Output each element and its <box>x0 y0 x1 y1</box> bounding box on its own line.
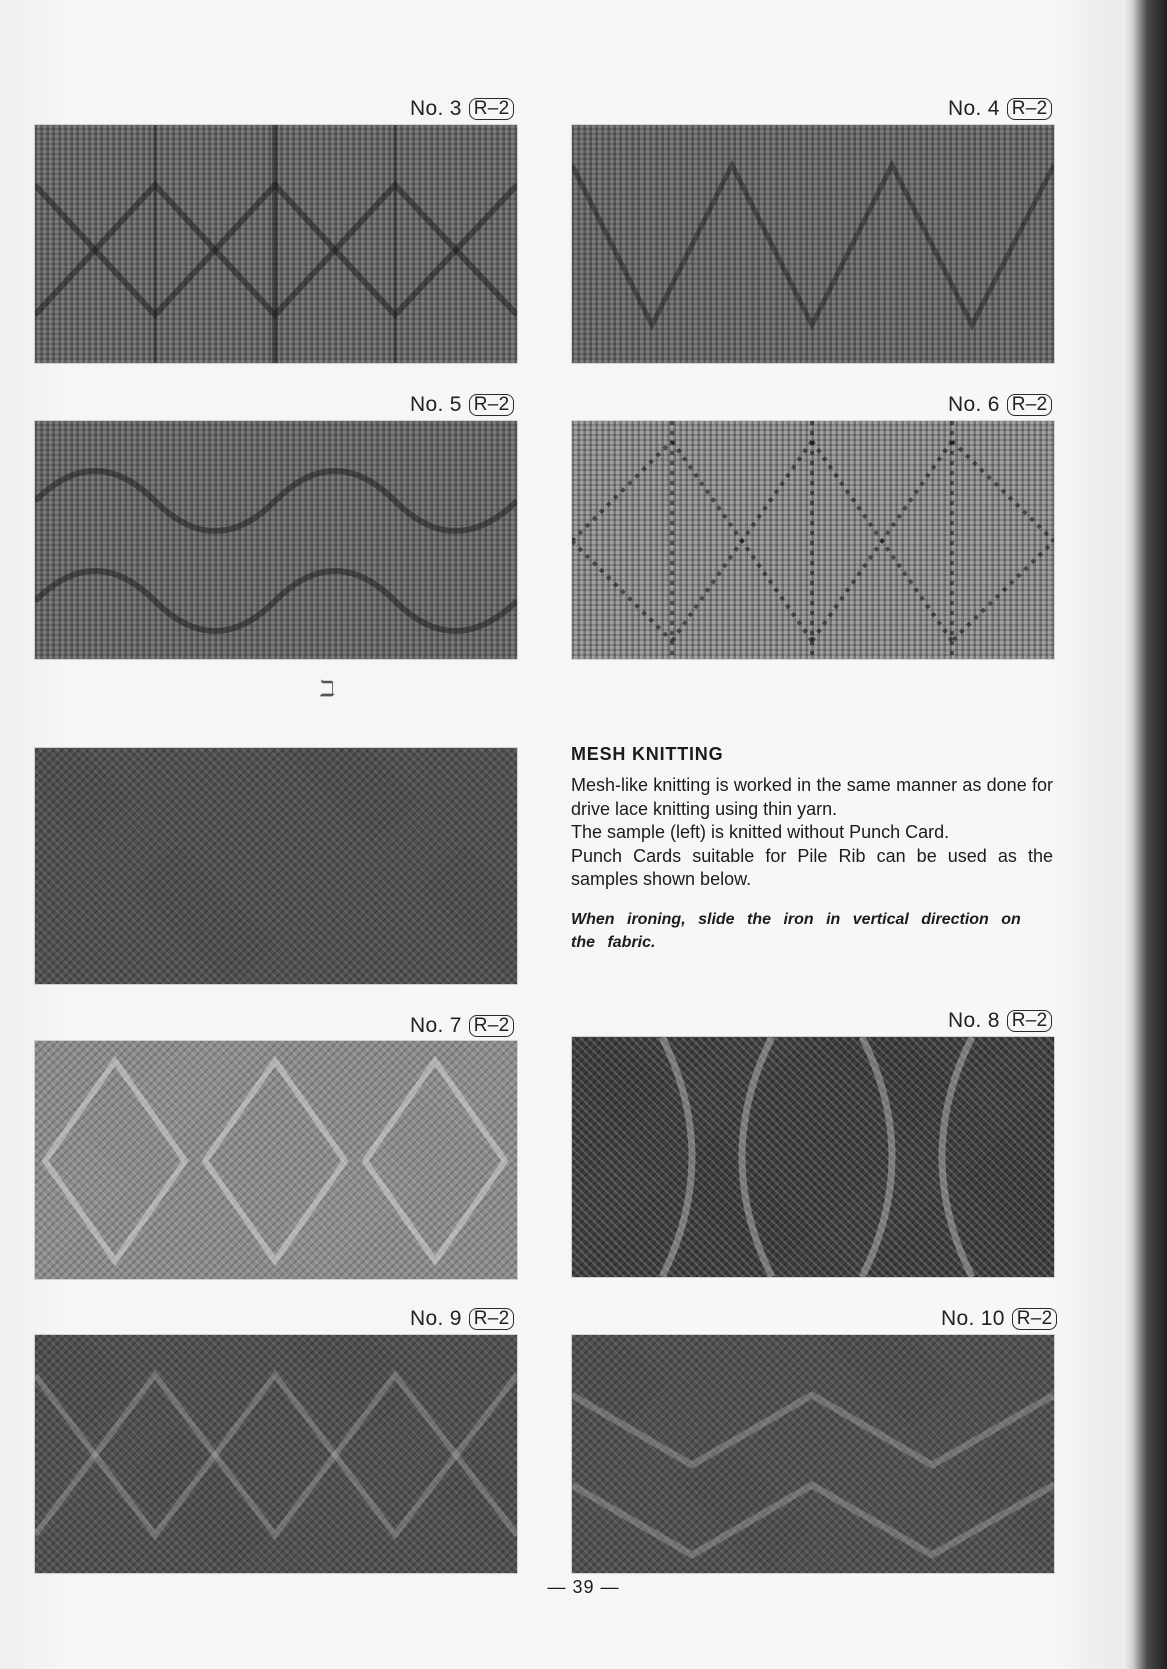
section-body <box>571 774 1053 892</box>
sample-number: No. 7 <box>410 1014 462 1037</box>
sample-number: No. 3 <box>410 97 462 120</box>
sample-number: No. 4 <box>948 97 1000 120</box>
mesh-knit-sample <box>35 748 517 984</box>
section-title: MESH KNITTING <box>571 744 724 764</box>
pattern-code-badge: R–2 <box>1007 394 1053 416</box>
knit-swatch-no9 <box>35 1335 517 1573</box>
paragraph-3: Punch Cards suitable for Pile Rib can be used as the samples shown below. <box>571 845 1053 890</box>
pattern-code-badge: R–2 <box>469 1308 515 1330</box>
sample-number: No. 10 <box>941 1307 1005 1330</box>
ironing-note: When ironing, slide the iron in vertical direction on the fabric. <box>571 910 1021 951</box>
lace-pattern <box>35 421 517 659</box>
knit-swatch-no7 <box>35 1041 517 1279</box>
sample-label-no4 <box>948 97 1052 121</box>
sample-label-no6 <box>948 393 1052 417</box>
knit-swatch-no8 <box>572 1037 1054 1277</box>
diamond-pattern <box>35 1041 517 1279</box>
sample-label-no7 <box>410 1014 514 1038</box>
lace-pattern <box>35 125 517 363</box>
sample-label-no9 <box>410 1307 514 1331</box>
mesh-knitting-section <box>571 744 1053 954</box>
sample-label-no8 <box>948 1009 1052 1033</box>
pattern-code-badge: R–2 <box>1012 1308 1058 1330</box>
knit-swatch-no10 <box>572 1335 1054 1573</box>
paragraph-1: Mesh-like knitting is worked in the same manner as done for drive lace knitting using thin yarn. <box>571 775 1053 819</box>
sample-label-no5 <box>410 393 514 417</box>
pattern-code-badge: R–2 <box>469 1015 515 1037</box>
lace-pattern <box>572 421 1054 659</box>
binding-edge <box>1123 0 1167 1669</box>
sample-number: No. 5 <box>410 393 462 416</box>
knit-swatch-no4 <box>572 125 1054 363</box>
pattern-code-badge: R–2 <box>469 98 515 120</box>
sample-label-no10 <box>941 1307 1057 1331</box>
lattice-pattern <box>35 1335 517 1573</box>
sample-number: No. 6 <box>948 393 1000 416</box>
stray-mark: ℶ <box>320 676 335 701</box>
pattern-code-badge: R–2 <box>1007 1010 1053 1032</box>
sample-number: No. 9 <box>410 1307 462 1330</box>
wave-pattern <box>572 1037 1054 1277</box>
knit-swatch-no5 <box>35 421 517 659</box>
pattern-code-badge: R–2 <box>1007 98 1053 120</box>
knit-swatch-no3 <box>35 125 517 363</box>
paragraph-2: The sample (left) is knitted without Punch Card. <box>571 822 950 843</box>
lace-pattern <box>572 125 1054 363</box>
page-number: — 39 — <box>547 1577 620 1597</box>
pattern-code-badge: R–2 <box>469 394 515 416</box>
sample-number: No. 8 <box>948 1009 1000 1032</box>
knit-swatch-no6 <box>572 421 1054 659</box>
chevron-pattern <box>572 1335 1054 1573</box>
sample-label-no3 <box>410 97 514 121</box>
